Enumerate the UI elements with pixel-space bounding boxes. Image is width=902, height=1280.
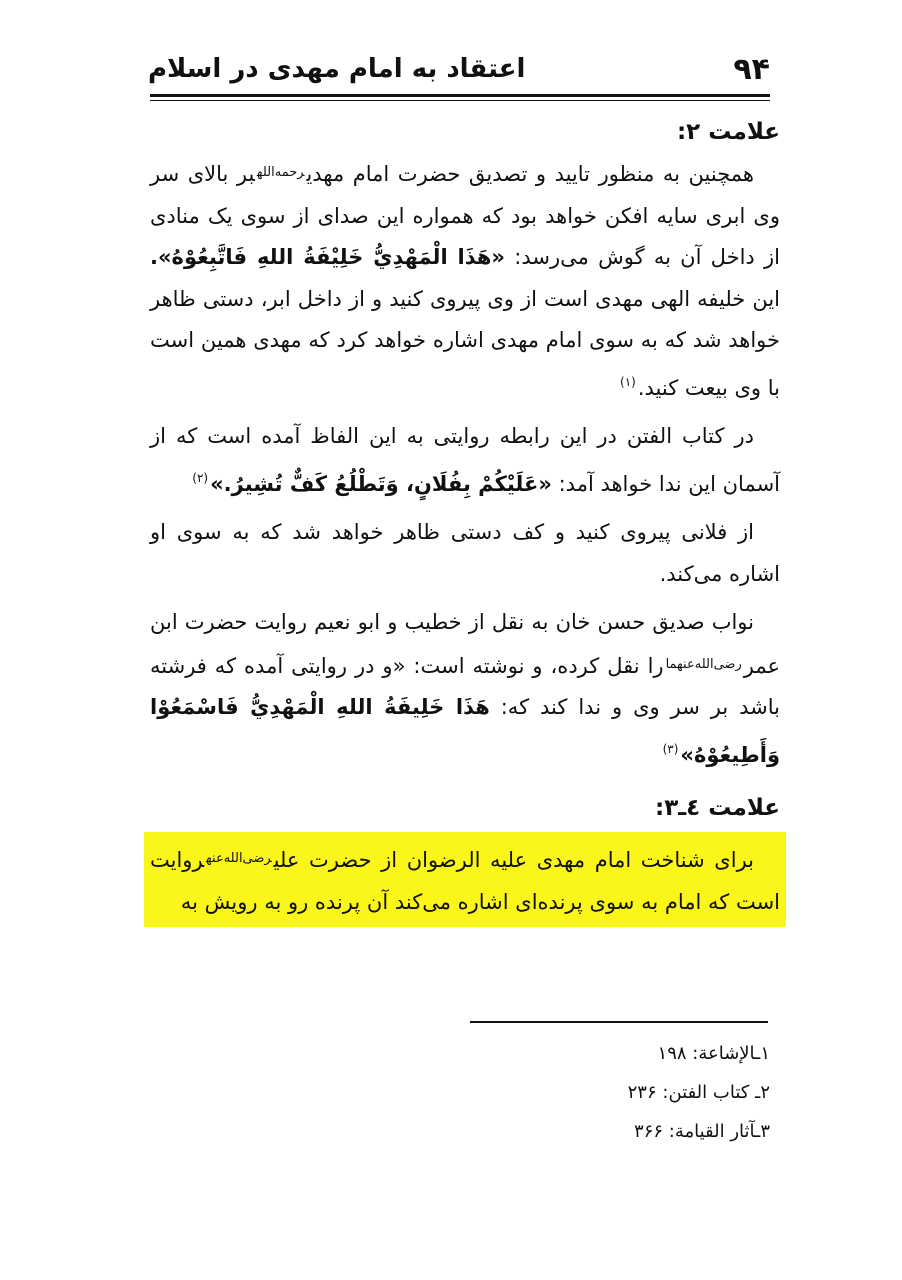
footnote-ref-3: (۳) xyxy=(662,741,679,756)
footnote-ref-2: (۲) xyxy=(192,470,209,485)
footnote-separator xyxy=(470,1021,768,1023)
page-number: ۹۴ xyxy=(733,51,770,87)
arabic-quote-1: «هَذَا الْمَهْدِيُّ خَلِيْفَةُ اللهِ فَاتَّبِعُوْهُ». xyxy=(150,245,505,269)
section-heading-2: علامت ۲: xyxy=(676,119,780,145)
footnotes xyxy=(470,1034,770,1151)
footnote-3: ۳ـآثار القیامة: ۳۶۶ xyxy=(634,1121,770,1142)
honorific-symbol: رحمه‌الله xyxy=(256,165,305,180)
honorific-symbol: رضی‌الله‌عنهما xyxy=(665,656,742,672)
paragraph-1 xyxy=(150,152,780,409)
paragraph-1-text-b: بر بالای سر وی ابری سایه افکن خواهد بود که همواره این صدای از سوی یک منادی از داخل آن به گوش می‌رسد: xyxy=(150,162,780,269)
header-rule-thin xyxy=(150,100,770,101)
paragraph-5 xyxy=(150,838,780,923)
main-text xyxy=(150,112,780,927)
footnote-2: ۲ـ کتاب الفتن: ۲۳۶ xyxy=(627,1082,770,1103)
paragraph-5-text-b: روایت است که امام به سوی پرنده‌ای اشاره می‌کند آن پرنده رو به رویش به xyxy=(150,848,780,914)
paragraph-4-text-b: را نقل کرده، و نوشته است: «و در روایتی آمده که فرشته باشد بر سر وی و ندا کند که: xyxy=(150,653,780,719)
paragraph-4 xyxy=(150,602,780,776)
honorific-symbol: رضی‌الله‌عنه xyxy=(206,851,272,866)
paragraph-1-text-c: این خلیفه الهی مهدی است از وی پیروی کنید و از داخل ابر، دستی ظاهر خواهد شد که به سوی امام مهدی اشاره خواهد کرد که مهدی همین است با وی بیعت کنید. xyxy=(150,286,780,400)
paragraph-3: از فلانی پیروی کنید و کف دستی ظاهر خواهد شد که به سوی او اشاره می‌کند. xyxy=(150,520,780,586)
highlighted-passage xyxy=(144,832,786,927)
footnote-1: ۱ـالإشاعة: ۱۹۸ xyxy=(657,1043,770,1064)
page-header xyxy=(148,44,770,94)
paragraph-1-text-a: همچنین به منظور تایید و تصدیق حضرت امام مهدی xyxy=(306,162,754,186)
section-heading-3-4: علامت ٤ـ۳: xyxy=(655,795,780,821)
paragraph-4-text-a: نواب صدیق حسن خان به نقل از خطیب و ابو نعیم روایت حضرت ابن عمر xyxy=(150,610,780,678)
header-rule-thick xyxy=(150,94,770,97)
arabic-quote-3: هَذَا خَلِيفَةُ اللهِ الْمَهْدِيُّ فَاسْمَعُوْا وَأَطِيعُوْهُ» xyxy=(150,695,780,767)
paragraph-5-text-a: برای شناخت امام مهدی علیه الرضوان از حضرت علی xyxy=(273,848,754,872)
arabic-quote-2: «عَلَيْكُمْ بِفُلَانٍ، وَتَطْلُعُ كَفٌّ تُشِيرُ.» xyxy=(210,471,552,496)
paragraph-2-text-a: در کتاب الفتن در این رابطه روایتی به این الفاظ آمده است که از آسمان این ندا خواهد آمد: xyxy=(150,424,780,496)
footnote-ref-1: (۱) xyxy=(620,374,636,389)
running-title: اعتقاد به امام مهدی در اسلام xyxy=(148,54,526,84)
paragraph-2 xyxy=(150,416,780,505)
